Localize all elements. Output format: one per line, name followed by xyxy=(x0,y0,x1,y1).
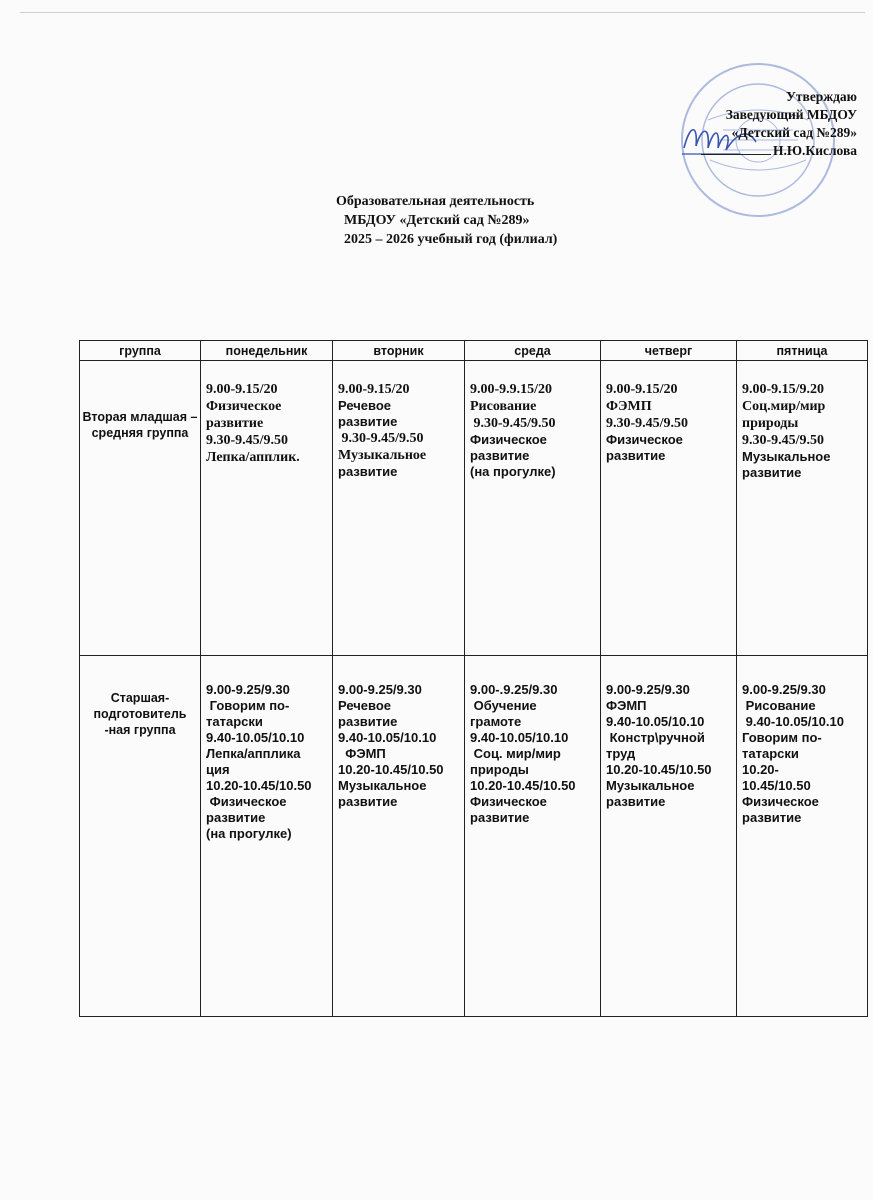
activity-line: ФЭМП xyxy=(606,698,647,713)
activity-line: грамоте xyxy=(470,714,522,729)
activity-line: 9.00-.9.25/9.30 xyxy=(470,682,558,697)
activity-line: Лепка/апплика xyxy=(206,746,301,761)
activity-line: 9.30-9.45/9.50 xyxy=(470,416,556,431)
activity-line: 9.00-9.25/9.30 xyxy=(606,682,690,697)
activity-line: Физическое xyxy=(470,432,547,447)
activity-line: развитие xyxy=(338,464,398,479)
activity-line: 9.40-10.05/10.10 xyxy=(338,730,437,745)
activity-line: 9.30-9.45/9.50 xyxy=(742,433,825,448)
header-friday: пятница xyxy=(737,341,868,361)
activity-line: Речевое xyxy=(338,398,392,413)
activity-line: татарски xyxy=(742,746,799,761)
activity-line: Соц.мир/мир xyxy=(742,399,826,414)
activity-line: 9.30-9.45/9.50 xyxy=(606,416,689,431)
tuesday-cell xyxy=(333,656,465,1017)
activity-line: развитие xyxy=(742,465,802,480)
activity-line: Говорим по- xyxy=(206,698,290,713)
activity-line: развитие xyxy=(606,448,666,463)
friday-cell xyxy=(737,361,868,656)
approval-line-2: Заведующий МБДОУ xyxy=(725,107,857,122)
group-cell xyxy=(80,361,201,656)
activity-line: Рисование xyxy=(742,698,816,713)
header-monday: понедельник xyxy=(201,341,333,361)
approval-line-4: Н.Ю.Кислова xyxy=(772,143,857,158)
activity-line: ФЭМП xyxy=(338,746,386,761)
activity-line: 9.00-9.15/20 xyxy=(206,382,278,397)
activity-line: Музыкальное xyxy=(338,448,427,463)
activity-line: 9.00-9.15/20 xyxy=(338,382,410,397)
header-tuesday: вторник xyxy=(333,341,465,361)
approval-line-3: «Детский сад №289» xyxy=(731,125,857,140)
activity-line: развитие xyxy=(338,794,398,809)
friday-cell xyxy=(737,656,868,1017)
activity-line: (на прогулке) xyxy=(470,464,556,479)
title-line-1: Образовательная деятельность xyxy=(336,194,535,209)
group-cell xyxy=(80,656,201,1017)
activity-line: 9.40-10.05/10.10 xyxy=(606,714,705,729)
activity-line: развитие xyxy=(338,714,398,729)
thursday-cell xyxy=(601,656,737,1017)
activity-line: природы xyxy=(742,416,799,431)
activity-line: развитие xyxy=(338,414,398,429)
table-header-row xyxy=(80,341,868,361)
document-title xyxy=(270,192,630,249)
activity-line: Физическое xyxy=(206,794,287,809)
activity-line: 9.40-10.05/10.10 xyxy=(206,730,305,745)
activity-line: развитие xyxy=(470,448,530,463)
approval-line-1: Утверждаю xyxy=(785,89,857,104)
group-name: Вторая младшая – средняя группа xyxy=(82,410,198,440)
activity-line: 9.00-9.25/9.30 xyxy=(206,682,290,697)
activity-line: ция xyxy=(206,762,230,777)
approval-block xyxy=(701,88,857,160)
activity-line: 9.40-10.05/10.10 xyxy=(742,714,844,729)
activity-line: 10.20-10.45/10.50 xyxy=(606,762,712,777)
activity-line: Музыкальное xyxy=(742,449,831,464)
activity-line: 9.00-9.15/20 xyxy=(606,382,678,397)
activity-line: развитие xyxy=(606,794,666,809)
title-line-2: МБДОУ «Детский сад №289» xyxy=(344,213,530,228)
activity-line: 9.40-10.05/10.10 xyxy=(470,730,569,745)
activity-line: Физическое xyxy=(606,432,683,447)
wednesday-cell xyxy=(465,656,601,1017)
activity-line: Физическое xyxy=(206,399,282,414)
activity-line: развитие xyxy=(742,810,802,825)
thursday-cell xyxy=(601,361,737,656)
activity-line: 9.30-9.45/9.50 xyxy=(338,431,424,446)
activity-line: Рисование xyxy=(470,399,537,414)
header-wednesday: среда xyxy=(465,341,601,361)
activity-line: Констр\ручной xyxy=(606,730,705,745)
activity-line: развитие xyxy=(206,416,264,431)
activity-line: 10.45/10.50 xyxy=(742,778,811,793)
activity-line: 10.20-10.45/10.50 xyxy=(470,778,576,793)
schedule-table xyxy=(79,340,868,1017)
top-rule xyxy=(20,12,865,13)
activity-line: 10.20-10.45/10.50 xyxy=(338,762,444,777)
header-thursday: четверг xyxy=(601,341,737,361)
activity-line: 9.00-9.25/9.30 xyxy=(338,682,422,697)
activity-line: Музыкальное xyxy=(606,778,695,793)
activity-line: татарски xyxy=(206,714,263,729)
activity-line: труд xyxy=(606,746,636,761)
activity-line: 9.30-9.45/9.50 xyxy=(206,433,289,448)
activity-line: ФЭМП xyxy=(606,399,652,414)
activity-line: развитие xyxy=(470,810,530,825)
title-line-3: 2025 – 2026 учебный год (филиал) xyxy=(344,232,558,247)
activity-line: Лепка/апплик. xyxy=(206,450,300,465)
signature-line xyxy=(701,154,771,155)
activity-line: Речевое xyxy=(338,698,392,713)
activity-line: развитие xyxy=(206,810,266,825)
table-row xyxy=(80,656,868,1017)
activity-line: Говорим по- xyxy=(742,730,822,745)
monday-cell xyxy=(201,656,333,1017)
activity-line: 9.00-9.9.15/20 xyxy=(470,382,553,397)
activity-line: Соц. мир/мир xyxy=(470,746,561,761)
monday-cell xyxy=(201,361,333,656)
header-group: группа xyxy=(80,341,201,361)
activity-line: Музыкальное xyxy=(338,778,427,793)
activity-line: Обучение xyxy=(470,698,537,713)
wednesday-cell xyxy=(465,361,601,656)
activity-line: 10.20- xyxy=(742,762,779,777)
activity-line: (на прогулке) xyxy=(206,826,292,841)
activity-line: 10.20-10.45/10.50 xyxy=(206,778,312,793)
group-name: Старшая- подготовитель -ная группа xyxy=(93,691,187,737)
activity-line: природы xyxy=(470,762,529,777)
activity-line: 9.00-9.25/9.30 xyxy=(742,682,826,697)
tuesday-cell xyxy=(333,361,465,656)
activity-line: 9.00-9.15/9.20 xyxy=(742,382,825,397)
activity-line: Физическое xyxy=(742,794,819,809)
table-row xyxy=(80,361,868,656)
activity-line: Физическое xyxy=(470,794,547,809)
